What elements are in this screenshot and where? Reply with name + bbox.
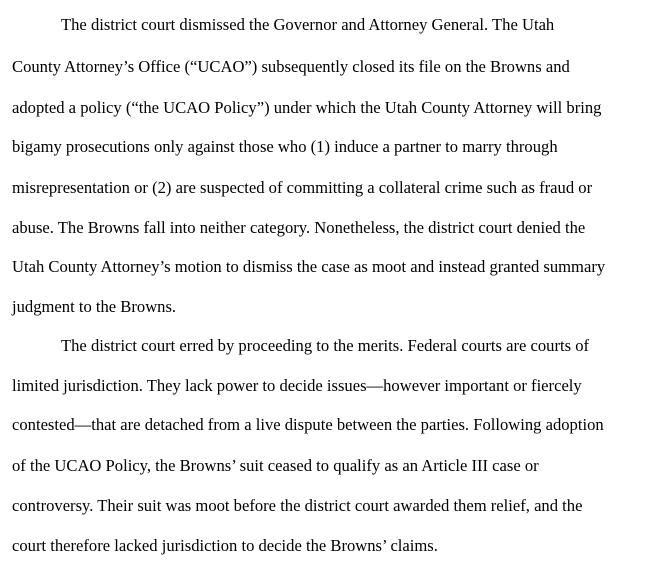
paragraph-line: bigamy prosecutions only against those who (1) induce a partner to marry through [12, 137, 558, 156]
paragraph-line: Utah County Attorney’s motion to dismiss the case as moot and instead granted summary [12, 257, 606, 276]
paragraph-line: controversy. Their suit was moot before the district court awarded them relief, and the [12, 496, 583, 515]
paragraph-line: limited jurisdiction. They lack power to decide issues—however important or fiercely [12, 376, 582, 395]
paragraph-line: The district court dismissed the Governor and Attorney General. The Utah [61, 15, 555, 34]
paragraph-line: of the UCAO Policy, the Browns’ suit ceased to qualify as an Article III case or [12, 456, 539, 475]
paragraph-line: misrepresentation or (2) are suspected of committing a collateral crime such as fraud or [12, 178, 593, 197]
paragraph-line: contested—that are detached from a live dispute between the parties. Following adoption [12, 415, 604, 434]
paragraph-line: The district court erred by proceeding to the merits. Federal courts are courts of [61, 336, 590, 355]
paragraph-line: judgment to the Browns. [12, 297, 177, 316]
paragraph-line: court therefore lacked jurisdiction to decide the Browns’ claims. [12, 536, 438, 555]
paragraph-line: County Attorney’s Office (“UCAO”) subsequently closed its file on the Browns and [12, 57, 570, 76]
paragraph-line: adopted a policy (“the UCAO Policy”) under which the Utah County Attorney will bring [12, 98, 602, 117]
paragraph-line: abuse. The Browns fall into neither category. Nonetheless, the district court denied the [12, 218, 586, 237]
